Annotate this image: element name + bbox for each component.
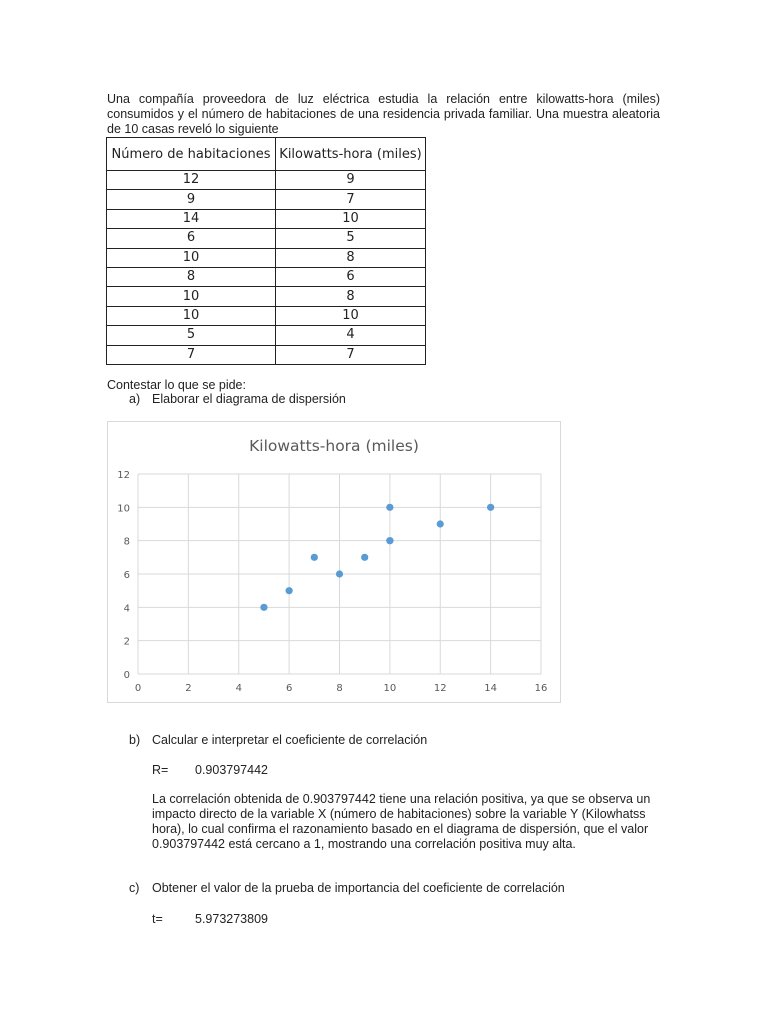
table-row xyxy=(107,209,426,228)
x-tick-label: 4 xyxy=(235,683,242,694)
x-tick-label: 6 xyxy=(285,683,293,694)
chart-title: Kilowatts-hora (miles) xyxy=(249,437,419,455)
part-a-marker: a) xyxy=(129,392,141,406)
t-label: t= xyxy=(152,912,163,926)
data-point xyxy=(336,570,343,577)
intro-paragraph: Una compañía proveedora de luz eléctrica estudia la relación entre kilowatts-hora (miles) consumidos y el número de habitaciones de una residencia privada familiar. Una muestra aleatoria de 10 casas reveló lo siguiente xyxy=(107,92,660,136)
table-body xyxy=(107,171,426,365)
table-row xyxy=(107,306,426,325)
table-cell-kwh: 7 xyxy=(276,190,426,209)
table-cell-kwh: 8 xyxy=(276,248,426,267)
table-row xyxy=(107,267,426,286)
scatter-chart xyxy=(107,421,561,703)
table-cell-rooms: 8 xyxy=(107,267,276,286)
t-value: 5.973273809 xyxy=(195,912,268,926)
table-cell-kwh: 10 xyxy=(276,209,426,228)
table-row xyxy=(107,248,426,267)
y-tick-label: 2 xyxy=(123,636,130,648)
table-cell-rooms: 7 xyxy=(107,345,276,364)
table-cell-kwh: 10 xyxy=(276,306,426,325)
data-point xyxy=(361,554,368,561)
data-point xyxy=(386,504,393,511)
part-c-text: Obtener el valor de la prueba de importancia del coeficiente de correlación xyxy=(152,881,565,895)
scatter-chart-svg xyxy=(108,422,560,702)
part-b-text: Calcular e interpretar el coeficiente de correlación xyxy=(152,733,428,747)
table-cell-kwh: 9 xyxy=(276,171,426,190)
table-cell-rooms: 14 xyxy=(107,209,276,228)
table-header-kwh: Kilowatts-hora (miles) xyxy=(276,138,426,171)
x-tick-label: 10 xyxy=(383,683,397,694)
table-cell-kwh: 7 xyxy=(276,345,426,364)
table-cell-rooms: 9 xyxy=(107,190,276,209)
y-tick-label: 12 xyxy=(117,470,130,481)
instructions-text: Contestar lo que se pide: xyxy=(107,378,246,392)
table-row xyxy=(107,171,426,190)
data-point xyxy=(437,520,444,527)
x-tick-label: 2 xyxy=(185,683,192,694)
x-tick-label: 8 xyxy=(336,683,343,694)
data-point xyxy=(260,604,267,611)
table-cell-kwh: 5 xyxy=(276,229,426,248)
y-tick-label: 4 xyxy=(123,603,130,615)
data-point xyxy=(286,587,293,594)
y-tick-label: 0 xyxy=(123,670,130,681)
table-header-rooms: Número de habitaciones xyxy=(107,138,276,171)
table-cell-rooms: 10 xyxy=(107,287,276,306)
correlation-explanation: La correlación obtenida de 0.903797442 tiene una relación positiva, ya que se observa un impacto directo de la variable X (número de habitaciones) sobre la variable Y (Kilowhatss hora), lo cual confirma el razonamiento basado en el diagrama de dispersión, que el valor 0.903797442 está cercano a 1, mostrando una correlación positiva muy alta. xyxy=(152,792,651,851)
part-c-marker: c) xyxy=(129,881,140,895)
table-cell-rooms: 12 xyxy=(107,171,276,190)
y-tick-label: 6 xyxy=(123,570,130,581)
table-cell-kwh: 8 xyxy=(276,287,426,306)
table-row xyxy=(107,326,426,345)
x-tick-label: 0 xyxy=(134,683,142,694)
table-cell-kwh: 4 xyxy=(276,326,426,345)
table-row xyxy=(107,190,426,209)
table-cell-kwh: 6 xyxy=(276,267,426,286)
table-cell-rooms: 10 xyxy=(107,306,276,325)
table-row xyxy=(107,287,426,306)
x-tick-label: 14 xyxy=(484,683,497,694)
table-header-row xyxy=(107,138,426,171)
table-cell-rooms: 6 xyxy=(107,229,276,248)
part-b-marker: b) xyxy=(129,733,141,747)
table-row xyxy=(107,229,426,248)
y-tick-label: 10 xyxy=(117,503,130,515)
data-point xyxy=(311,554,318,561)
x-tick-label: 12 xyxy=(433,683,447,694)
part-a-text: Elaborar el diagrama de dispersión xyxy=(152,392,346,406)
data-point xyxy=(487,504,494,511)
table-cell-rooms: 5 xyxy=(107,326,276,345)
data-table xyxy=(106,137,426,365)
table-row xyxy=(107,345,426,364)
data-point xyxy=(386,537,393,544)
y-tick-label: 8 xyxy=(123,536,130,548)
r-value: 0.903797442 xyxy=(195,763,268,777)
x-tick-label: 16 xyxy=(534,683,548,694)
table-cell-rooms: 10 xyxy=(107,248,276,267)
r-label: R= xyxy=(152,763,169,777)
